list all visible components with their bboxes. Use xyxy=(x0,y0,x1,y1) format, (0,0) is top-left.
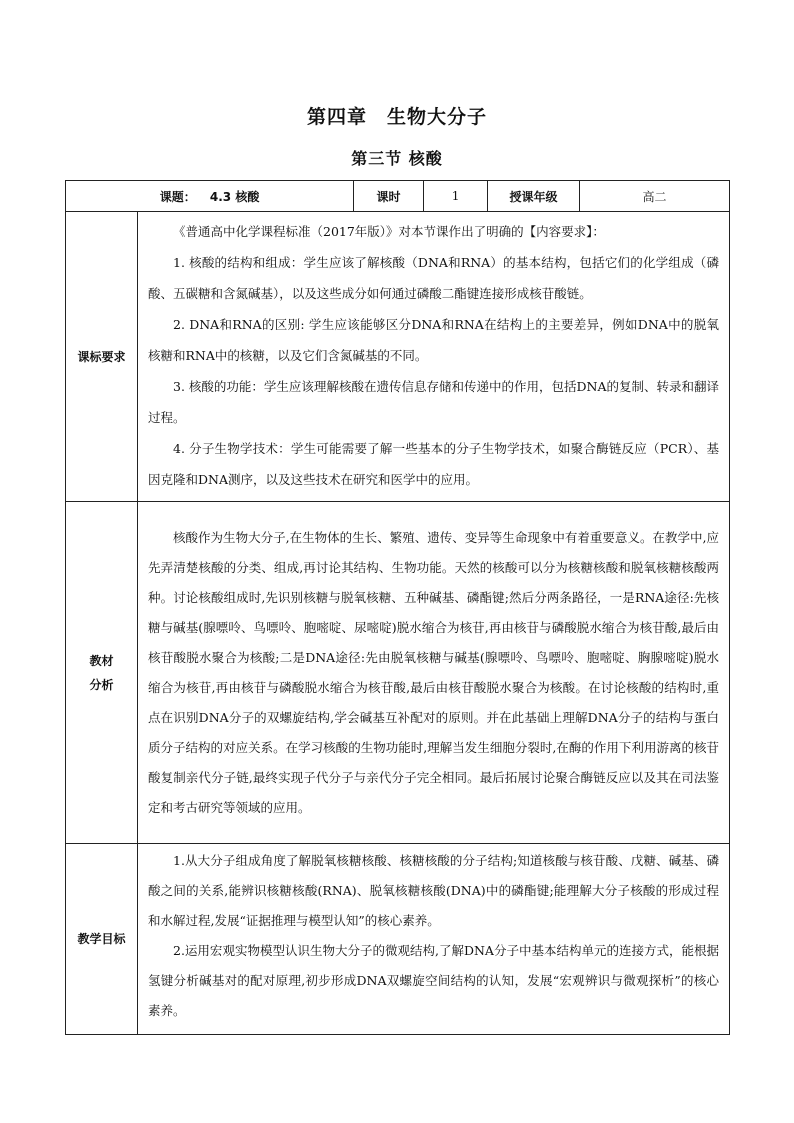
lesson-plan-table xyxy=(65,180,730,1035)
goals-paragraph: 1.从大分子组成角度了解脱氧核糖核酸、核糖核酸的分子结构;知道核酸与核苷酸、戊糖、碱基、磷酸之间的关系,能辨识核糖核酸(RNA)、脱氧核糖核酸(DNA)中的磷酯键;能理解大分子核酸的形成过程和水解过程,发展“证据推理与模型认知”的核心素养。 xyxy=(148,853,720,928)
grade-value: 高二 xyxy=(580,181,730,212)
analysis-row xyxy=(66,502,730,844)
curriculum-paragraph: 1. 核酸的结构和组成：学生应该了解核酸（DNA和RNA）的基本结构，包括它们的化学组成（磷酸、五碳糖和含氮碱基），以及这些成分如何通过磷酸二酯键连接形成核苷酸链。 xyxy=(148,255,720,301)
chapter-title: 第四章 生物大分子 xyxy=(306,106,487,128)
goals-paragraph: 2.运用宏观实物模型认识生物大分子的微观结构,了解DNA分子中基本结构单元的连接方式，能根据氢键分析碱基对的配对原理,初步形成DNA双螺旋空间结构的认知，发展“宏观辨识与微观探析”的核心素养。 xyxy=(148,943,720,1018)
topic-cell xyxy=(66,181,354,212)
curriculum-content xyxy=(138,212,730,502)
analysis-label xyxy=(66,502,138,844)
curriculum-label: 课标要求 xyxy=(66,212,138,502)
topic-label: 课题： xyxy=(159,189,196,204)
hours-label: 课时 xyxy=(354,181,424,212)
goals-label: 教学目标 xyxy=(66,844,138,1035)
analysis-paragraph: 核酸作为生物大分子,在生物体的生长、繁殖、遗传、变异等生命现象中有着重要意义。在教学中,应先弄清楚核酸的分类、组成,再讨论其结构、生物功能。天然的核酸可以分为核糖核酸和脱氧核糖核酸两种。讨论核酸组成时,先识别核糖与脱氧核糖、五种碱基、磷酯键;然后分两条路径，一是RNA途径:先核糖与碱基(腺嘌呤、鸟嘌呤、胞嘧啶、尿嘧啶)脱水缩合为核苷,再由核苷与磷酸脱水缩合为核苷酸,最后由核苷酸脱水聚合为核酸;二是DNA途径:先由脱氧核糖与碱基(腺嘌呤、鸟嘌呤、胞嘧啶、胸腺嘧啶)脱水缩合为核苷,再由核苷与磷酸脱水缩合为核苷酸,最后由核苷酸脱水聚合为核酸。在讨论核酸的结构时,重点在识别DNA分子的双螺旋结构,学会碱基互补配对的原则。并在此基础上理解DNA分子的结构与蛋白质分子结构的对应关系。在学习核酸的生物功能时,理解当发生细胞分裂时,在酶的作用下利用游离的核苷酸复制亲代分子链,最终实现子代分子与亲代分子完全相同。最后拓展讨论聚合酶链反应以及其在司法鉴定和考古研究等领域的应用。 xyxy=(148,529,720,815)
analysis-label-line2: 分析 xyxy=(89,677,114,692)
curriculum-row xyxy=(66,212,730,502)
goals-row xyxy=(66,844,730,1035)
analysis-label-line1: 教材 xyxy=(89,653,114,668)
curriculum-paragraph: 《普通高中化学课程标准（2017年版）》对本节课作出了明确的【内容要求】： xyxy=(173,224,605,239)
grade-label: 授课年级 xyxy=(488,181,580,212)
header-row xyxy=(66,181,730,212)
curriculum-paragraph: 2. DNA和RNA的区别: 学生应该能够区分DNA和RNA在结构上的主要差异，例如DNA中的脱氧核糖和RNA中的核糖，以及它们含氮碱基的不同。 xyxy=(148,317,720,363)
topic-value: 4.3 核酸 xyxy=(209,189,260,204)
goals-content xyxy=(138,844,730,1035)
analysis-content xyxy=(138,502,730,844)
curriculum-paragraph: 4. 分子生物学技术：学生可能需要了解一些基本的分子生物学技术，如聚合酶链反应（PCR）、基因克隆和DNA测序，以及这些技术在研究和医学中的应用。 xyxy=(148,441,720,487)
section-title: 第三节 核酸 xyxy=(351,149,443,168)
curriculum-paragraph: 3. 核酸的功能：学生应该理解核酸在遗传信息存储和传递中的作用，包括DNA的复制、转录和翻译过程。 xyxy=(148,379,720,425)
hours-value: 1 xyxy=(424,181,488,212)
